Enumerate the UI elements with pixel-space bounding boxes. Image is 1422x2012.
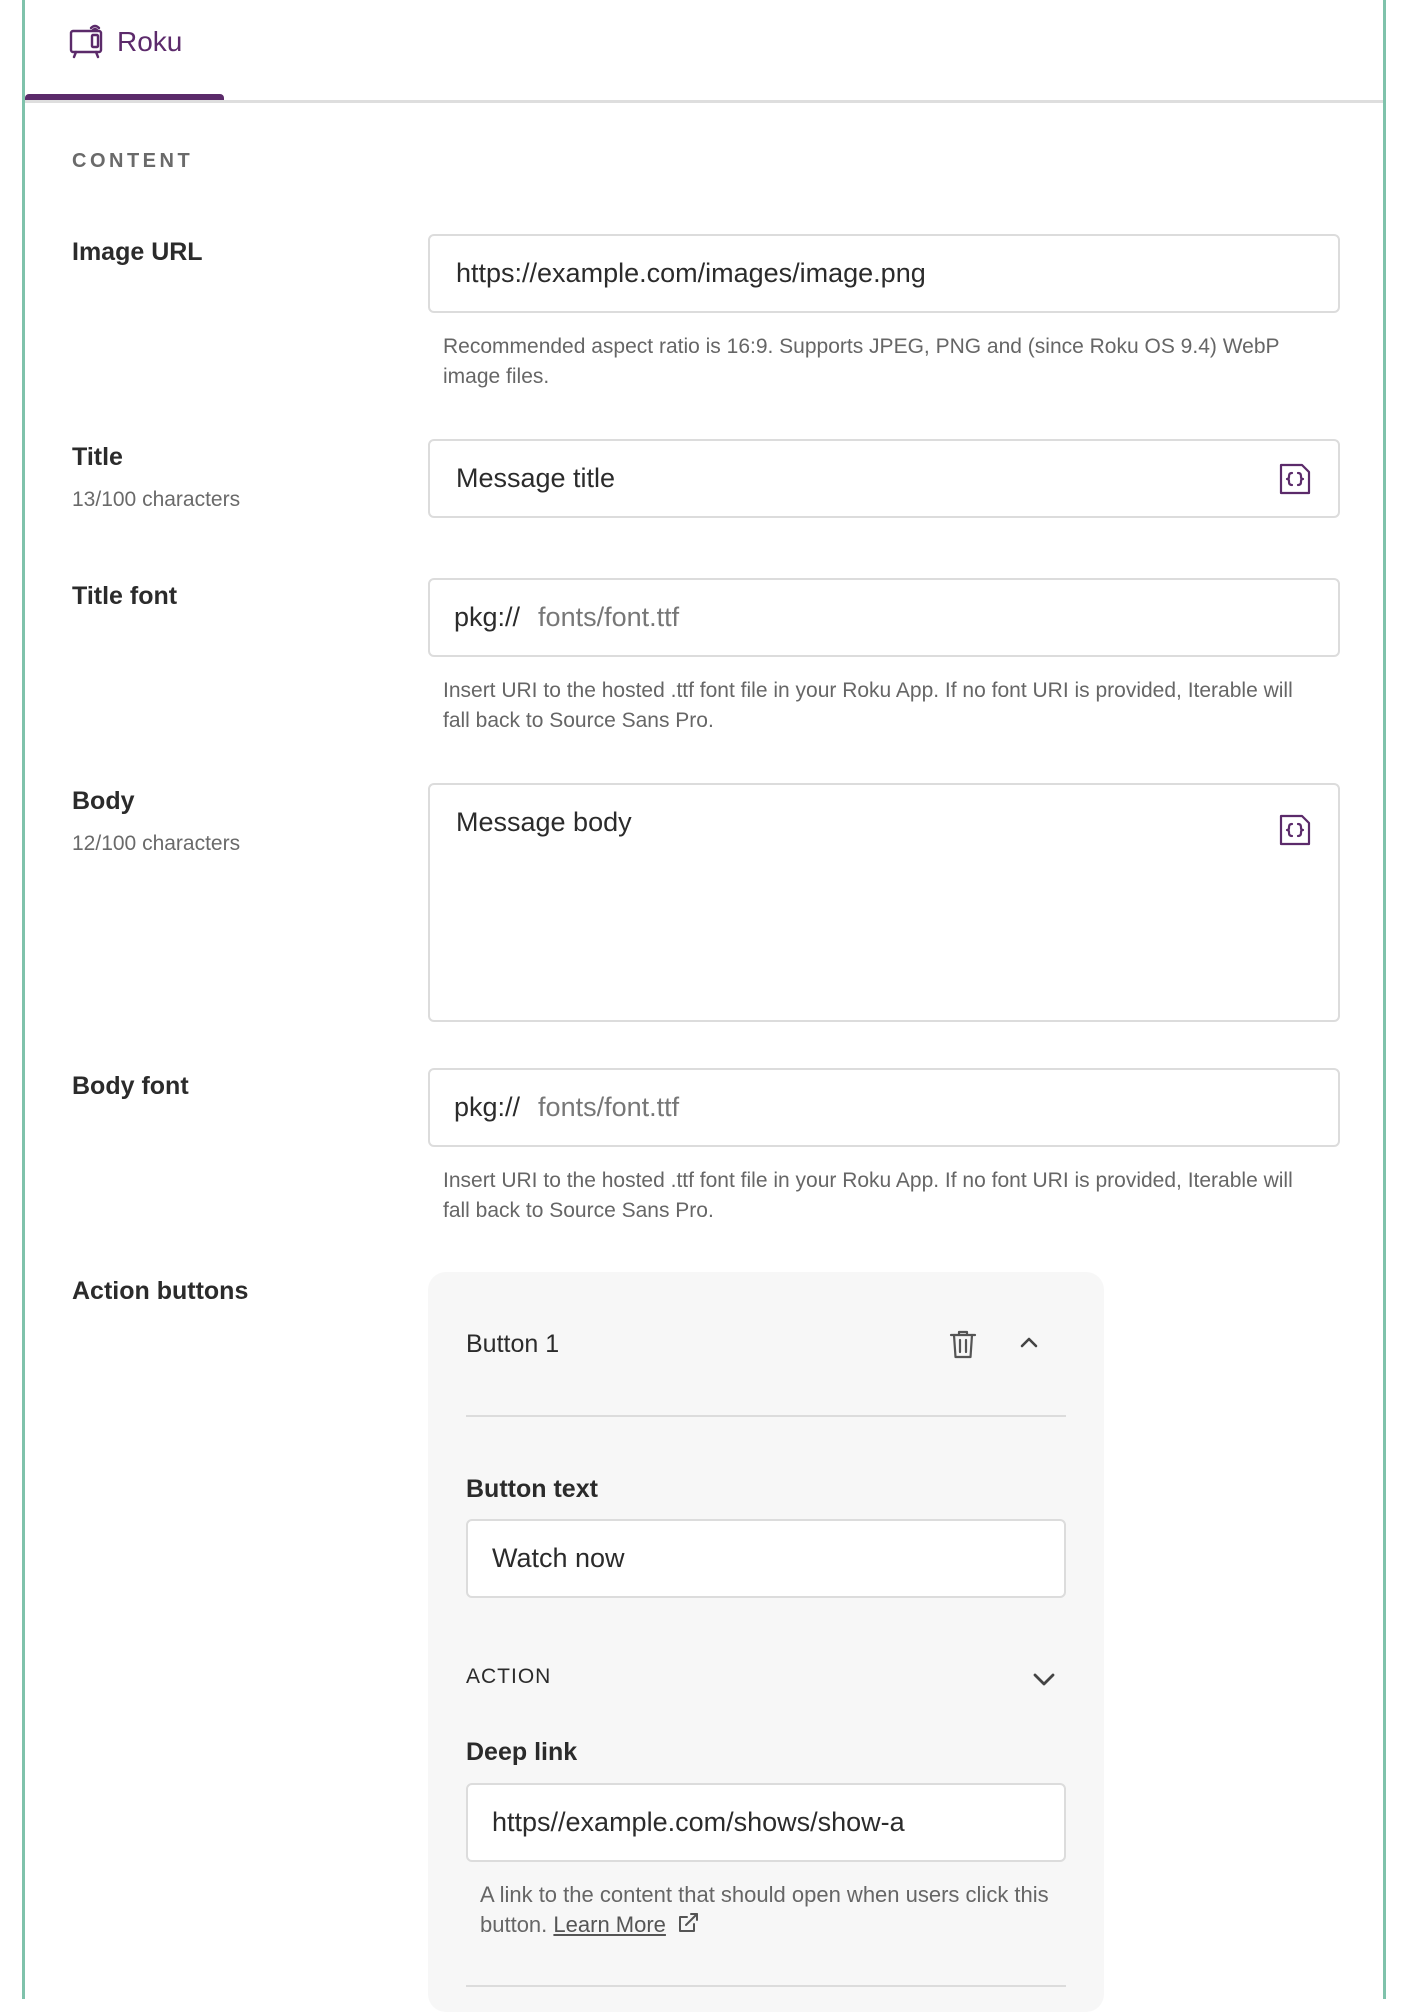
tab-bar [25, 0, 1383, 103]
learn-more-link[interactable]: Learn More [553, 1912, 666, 1937]
card-divider [466, 1415, 1066, 1417]
image-url-label: Image URL [72, 238, 203, 266]
deep-link-input[interactable] [466, 1783, 1066, 1862]
variable-insert-icon[interactable] [1278, 462, 1312, 496]
body-font-label: Body font [72, 1072, 189, 1100]
button-text-label: Button text [466, 1475, 598, 1503]
external-link-icon[interactable] [676, 1911, 700, 1935]
title-label: Title [72, 443, 123, 471]
button-card-title: Button 1 [466, 1330, 560, 1358]
title-font-placeholder: fonts/font.ttf [538, 602, 680, 632]
action-section-label: ACTION [466, 1665, 552, 1688]
deep-link-helper-text: A link to the content that should open when users click this button. [480, 1882, 1049, 1937]
deep-link-value: https//example.com/shows/show-a [492, 1807, 905, 1837]
body-label: Body [72, 787, 135, 815]
title-font-prefix: pkg:// [454, 602, 521, 632]
body-font-helper: Insert URI to the hosted .ttf font file in your Roku App. If no font URI is provided, Iterable will fall back to Source Sans Pro. [443, 1169, 1293, 1222]
deep-link-label: Deep link [466, 1738, 578, 1766]
title-char-count: 13/100 characters [72, 488, 241, 511]
body-value: Message body [456, 807, 632, 837]
active-tab-indicator [25, 94, 224, 100]
title-input[interactable] [428, 439, 1340, 518]
body-textarea[interactable] [428, 783, 1340, 1022]
button-text-input[interactable] [466, 1519, 1066, 1598]
content-panel [22, 0, 1386, 1999]
title-value: Message title [456, 463, 616, 493]
trash-icon[interactable] [948, 1328, 978, 1360]
image-url-helper: Recommended aspect ratio is 16:9. Supports JPEG, PNG and (since Roku OS 9.4) WebP image files. [443, 335, 1280, 388]
card-divider [466, 1985, 1066, 1987]
button-text-value: Watch now [492, 1543, 625, 1573]
title-font-input[interactable] [428, 578, 1340, 657]
section-heading: CONTENT [72, 150, 194, 172]
variable-insert-icon[interactable] [1278, 813, 1312, 847]
title-font-helper: Insert URI to the hosted .ttf font file in your Roku App. If no font URI is provided, Iterable will fall back to Source Sans Pro. [443, 679, 1293, 732]
tab-roku[interactable] [25, 0, 224, 103]
action-buttons-label: Action buttons [72, 1277, 249, 1305]
chevron-down-icon [1030, 1665, 1058, 1693]
body-font-prefix: pkg:// [454, 1092, 521, 1122]
deep-link-helper [480, 1880, 1070, 1940]
body-font-placeholder: fonts/font.ttf [538, 1092, 680, 1122]
body-font-input[interactable] [428, 1068, 1340, 1147]
chevron-up-icon[interactable] [1016, 1330, 1042, 1356]
title-font-label: Title font [72, 582, 178, 610]
tab-label: Roku [117, 26, 183, 57]
image-url-value: https://example.com/images/image.png [456, 258, 926, 288]
roku-tv-icon [67, 22, 107, 62]
action-button-card [428, 1272, 1104, 2012]
image-url-input[interactable] [428, 234, 1340, 313]
action-section-toggle[interactable] [466, 1657, 1066, 1697]
body-char-count: 12/100 characters [72, 832, 241, 855]
